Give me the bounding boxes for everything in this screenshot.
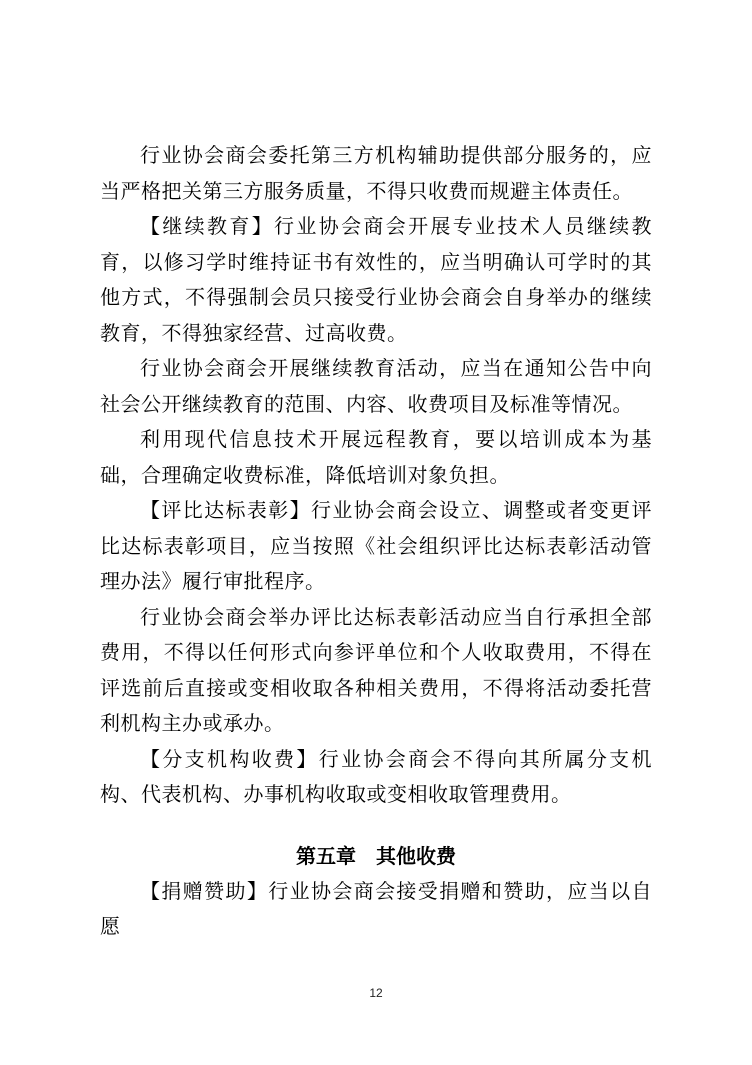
- paragraph-third-party: 行业协会商会委托第三方机构辅助提供部分服务的，应当严格把关第三方服务质量，不得只收费而规避主体责任。: [100, 143, 652, 203]
- paragraph-awards: 【评比达标表彰】行业协会商会设立、调整或者变更评比达标表彰项目，应当按照《社会组织评比达标表彰活动管理办法》履行审批程序。: [100, 498, 652, 593]
- paragraph-donations: 【捐赠赞助】行业协会商会接受捐赠和赞助，应当以自愿: [100, 878, 652, 938]
- paragraph-education-disclosure: 行业协会商会开展继续教育活动，应当在通知公告中向社会公开继续教育的范围、内容、收费项目及标准等情况。: [100, 356, 652, 416]
- paragraph-remote-education: 利用现代信息技术开展远程教育，要以培训成本为基础，合理确定收费标准，降低培训对象负担。: [100, 427, 652, 487]
- paragraph-awards-fees: 行业协会商会举办评比达标表彰活动应当自行承担全部费用，不得以任何形式向参评单位和个人收取费用，不得在评选前后直接或变相收取各种相关费用，不得将活动委托营利机构主办或承办。: [100, 604, 652, 735]
- page-content: [100, 138, 652, 945]
- paragraph-continuing-education: 【继续教育】行业协会商会开展专业技术人员继续教育，以修习学时维持证书有效性的，应当明确认可学时的其他方式，不得强制会员只接受行业协会商会自身举办的继续教育，不得独家经营、过高收费。: [100, 214, 652, 345]
- paragraph-branch-fees: 【分支机构收费】行业协会商会不得向其所属分支机构、代表机构、办事机构收取或变相收取管理费用。: [100, 746, 652, 806]
- page-number: 12: [369, 986, 383, 1000]
- chapter-title: 第五章 其他收费: [296, 843, 456, 868]
